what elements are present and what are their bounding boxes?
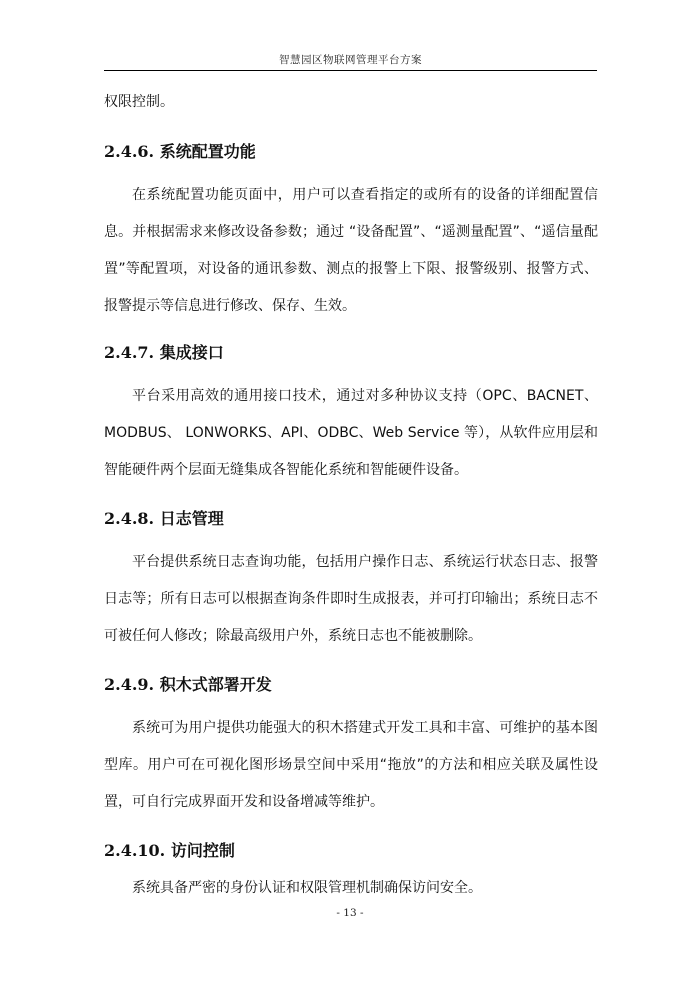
continuation-paragraph: 权限控制。 (104, 94, 174, 110)
page-number: - 13 - (336, 907, 364, 919)
section-heading-2-4-9 (104, 673, 598, 697)
section-heading-2-4-10 (104, 839, 598, 863)
section-body-2-4-8: 平台提供系统日志查询功能，包括用户操作日志、系统运行状态日志、报警日志等；所有日志可以根据查询条件即时生成报表，并可打印输出；系统日志不可被任何人修改；除最高级用户外，系统日志也不能被删除。 (104, 554, 598, 644)
section-body-2-4-10: 系统具备严密的身份认证和权限管理机制确保访问安全。 (132, 880, 482, 896)
section-heading-2-4-7 (104, 341, 598, 365)
section-number: 2.4.7. (104, 343, 155, 362)
section-number: 2.4.6. (104, 142, 155, 161)
section-title: 日志管理 (159, 509, 224, 528)
section-body-2-4-7: 平台采用高效的通用接口技术，通过对多种协议支持（OPC、BACNET、MODBUS、 LONWORKS、API、ODBC、Web Service 等），从软件应用层和智能硬件两个层面无缝集成各智能化系统和智能硬件设备。 (104, 388, 598, 478)
section-body-2-4-6: 在系统配置功能页面中，用户可以查看指定的或所有的设备的详细配置信息。并根据需求来修改设备参数；通过 “设备配置”、“遥测量配置”、“遥信量配置”等配置项，对设备的通讯参数、测点的报警上下限、报警级别、报警方式、报警提示等信息进行修改、保存、生效。 (104, 187, 598, 314)
section-number: 2.4.8. (104, 509, 155, 528)
section-title: 集成接口 (159, 343, 224, 362)
section-title: 系统配置功能 (159, 142, 256, 161)
section-heading-2-4-8 (104, 507, 598, 531)
section-number: 2.4.9. (104, 675, 155, 694)
section-heading-2-4-6 (104, 140, 598, 164)
header-rule (104, 70, 597, 71)
section-body-2-4-9: 系统可为用户提供功能强大的积木搭建式开发工具和丰富、可维护的基本图型库。用户可在可视化图形场景空间中采用“拖放”的方法和相应关联及属性设置，可自行完成界面开发和设备增减等维护。 (104, 720, 598, 810)
section-title: 积木式部署开发 (159, 675, 272, 694)
running-header-title: 智慧园区物联网管理平台方案 (279, 54, 422, 66)
section-title: 访问控制 (170, 841, 235, 860)
section-number: 2.4.10. (104, 841, 166, 860)
